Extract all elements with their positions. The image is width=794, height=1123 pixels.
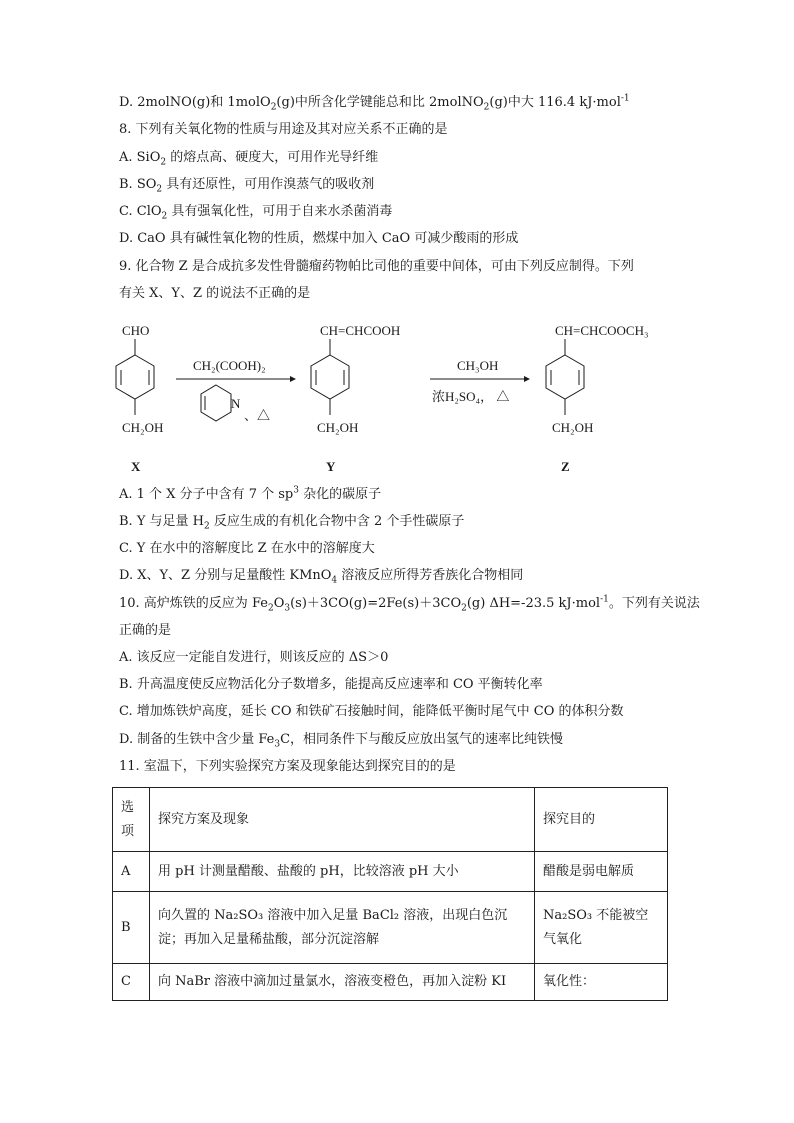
reagent-2-bottom: 浓H₂SO₄， △ bbox=[432, 389, 510, 404]
q8-option-d: D. CaO 具有碱性氧化物的性质，燃煤中加入 CaO 可减少酸雨的形成 bbox=[119, 231, 519, 246]
q8-option-b: B. $SO_2$ 具有还原性，可用作溴蒸气的吸收剂 bbox=[119, 177, 375, 195]
option-d-prev: D. 2molNO(g)和 1molO$_2$(g)中所含化学键能总和比 2molNO$_2$(g)中大 116.4 kJ·mol$^{-1}$ bbox=[119, 93, 630, 113]
header-goal: 探究目的 bbox=[535, 788, 668, 852]
q9-option-a: A. 1 个 X 分子中含有 7 个 $sp^3$ 杂化的碳原子 bbox=[119, 485, 382, 502]
y-bottom-group: CH₂OH bbox=[317, 420, 359, 435]
q9-option-b: B. Y 与足量 $H_2$ 反应生成的有机化合物中含 2 个手性碳原子 bbox=[119, 514, 465, 532]
table-row bbox=[113, 892, 668, 964]
reagent-1-bottom: 、△ bbox=[244, 408, 271, 423]
question-9-line1: 9. 化合物 Z 是合成抗多发性骨髓瘤药物帕比司他的重要中间体，可由下列反应制得。下列 bbox=[119, 259, 634, 274]
q9-option-d: D. X、Y、Z 分别与足量酸性 KMnO$_4$ 溶液反应所得芳香族化合物相同 bbox=[119, 568, 524, 586]
compound-z bbox=[546, 323, 649, 474]
q9-option-c: C. Y 在水中的溶解度比 Z 在水中的溶解度大 bbox=[119, 541, 375, 556]
z-label: Z bbox=[561, 459, 570, 474]
x-top-group: CHO bbox=[122, 323, 150, 338]
reaction-scheme bbox=[110, 315, 690, 475]
row-goal: Na₂SO₃ 不能被空气氧化 bbox=[535, 892, 668, 964]
x-bottom-group: CH₂OH bbox=[122, 420, 164, 435]
arrow-1 bbox=[176, 358, 296, 423]
experiment-table bbox=[112, 787, 668, 1001]
q10-option-c: C. 增加炼铁炉高度，延长 CO 和铁矿石接触时间，能降低平衡时尾气中 CO 的体积分数 bbox=[119, 704, 624, 719]
table-row bbox=[113, 852, 668, 892]
table-row bbox=[113, 964, 668, 1001]
q8-option-a: A. SiO$_2$ 的熔点高、硬度大，可用作光导纤维 bbox=[119, 150, 379, 168]
question-10-line2: 正确的是 bbox=[119, 623, 172, 638]
question-10-line1: 10. 高炉炼铁的反应为 $Fe_2O_3(s)+3CO(g)=2Fe(s)+3CO_2(g)$ ΔH=-23.5 kJ·mol$^{-1}$。下列有关说法 bbox=[119, 594, 700, 614]
pyridine-n: N bbox=[231, 396, 241, 411]
z-top-group: CH=CHCOOCH₃ bbox=[555, 323, 649, 338]
y-label: Y bbox=[326, 459, 336, 474]
z-bottom-group: CH₂OH bbox=[552, 420, 594, 435]
question-11: 11. 室温下，下列实验探究方案及现象能达到探究目的的是 bbox=[119, 759, 456, 774]
q10-option-a: A. 该反应一定能自发进行，则该反应的 ΔS＞0 bbox=[119, 650, 389, 665]
row-option: A bbox=[113, 852, 150, 892]
row-plan: 用 pH 计测量醋酸、盐酸的 pH，比较溶液 pH 大小 bbox=[150, 852, 535, 892]
header-option: 选 项 bbox=[113, 788, 150, 852]
x-label: X bbox=[131, 459, 141, 474]
row-goal: 氧化性： bbox=[535, 964, 668, 1001]
reagent-2-top: CH₃OH bbox=[457, 358, 499, 373]
q10-option-b: B. 升高温度使反应物活化分子数增多，能提高反应速率和 CO 平衡转化率 bbox=[119, 677, 543, 692]
q8-option-c: C. ClO$_2$ 具有强氧化性，可用于自来水杀菌消毒 bbox=[119, 204, 393, 222]
reagent-1-top: CH₂(COOH)₂ bbox=[193, 358, 266, 373]
question-9-line2: 有关 X、Y、Z 的说法不正确的是 bbox=[119, 286, 311, 301]
row-goal: 醋酸是弱电解质 bbox=[535, 852, 668, 892]
question-8: 8. 下列有关氧化物的性质与用途及其对应关系不正确的是 bbox=[119, 122, 448, 137]
row-plan: 向 NaBr 溶液中滴加过量氯水，溶液变橙色，再加入淀粉 KI bbox=[150, 964, 535, 1001]
y-top-group: CH=CHCOOH bbox=[320, 323, 401, 338]
compound-y bbox=[311, 323, 400, 474]
q10-option-d: D. 制备的生铁中含少量 $Fe_3C$，相同条件下与酸反应放出氢气的速率比纯铁慢 bbox=[119, 732, 564, 750]
row-option: C bbox=[113, 964, 150, 1001]
compound-x bbox=[116, 323, 163, 474]
row-plan: 向久置的 Na₂SO₃ 溶液中加入足量 BaCl₂ 溶液，出现白色沉淀；再加入足量稀盐酸，部分沉淀溶解 bbox=[150, 892, 535, 964]
table-header-row bbox=[113, 788, 668, 852]
header-plan: 探究方案及现象 bbox=[150, 788, 535, 852]
row-option: B bbox=[113, 892, 150, 964]
arrow-2 bbox=[430, 358, 530, 405]
